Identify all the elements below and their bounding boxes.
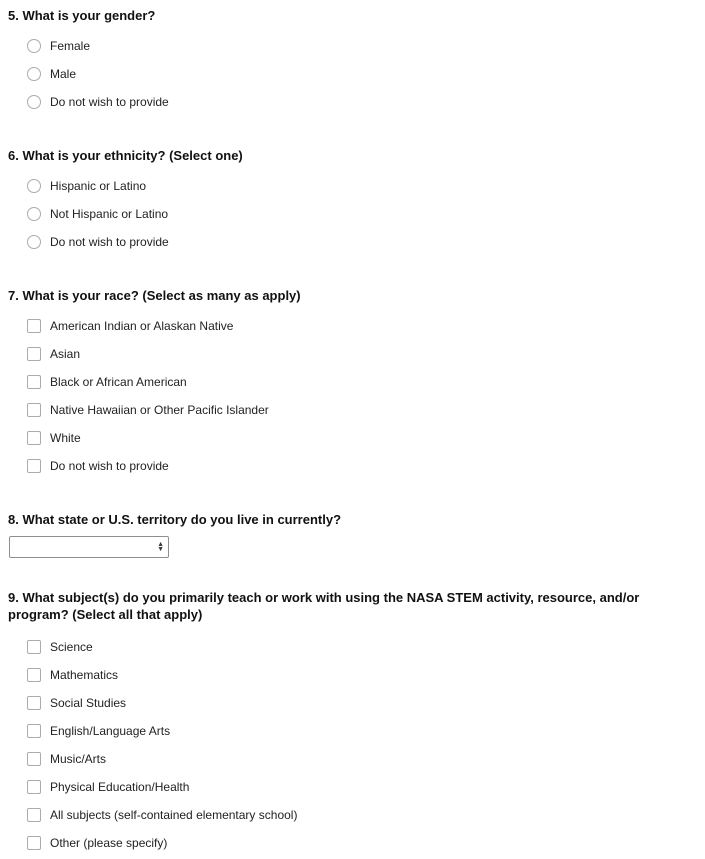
option-label: Physical Education/Health xyxy=(50,780,190,794)
radio-button-icon[interactable] xyxy=(27,39,41,53)
question-7-options xyxy=(8,312,697,480)
radio-button-icon[interactable] xyxy=(27,235,41,249)
question-8-title: 8. What state or U.S. territory do you live in currently? xyxy=(8,512,342,527)
option-subject-english[interactable] xyxy=(8,717,697,745)
checkbox-icon[interactable] xyxy=(27,347,41,361)
option-label: Do not wish to provide xyxy=(50,235,169,249)
option-gender-male[interactable] xyxy=(8,60,697,88)
option-ethnicity-hispanic[interactable] xyxy=(8,172,697,200)
option-race-american-indian[interactable] xyxy=(8,312,697,340)
checkbox-icon[interactable] xyxy=(27,808,41,822)
option-gender-no-answer[interactable] xyxy=(8,88,697,116)
option-gender-female[interactable] xyxy=(8,32,697,60)
option-race-no-answer[interactable] xyxy=(8,452,697,480)
checkbox-icon[interactable] xyxy=(27,403,41,417)
option-label: Mathematics xyxy=(50,668,119,682)
arrow-up-icon: ▲ xyxy=(157,541,164,548)
question-5-options xyxy=(8,32,697,116)
arrow-down-icon: ▼ xyxy=(157,546,164,553)
radio-button-icon[interactable] xyxy=(27,179,41,193)
option-label: Not Hispanic or Latino xyxy=(50,207,169,221)
option-label: Asian xyxy=(50,347,81,361)
option-subject-music-arts[interactable] xyxy=(8,745,697,773)
option-race-native-hawaiian[interactable] xyxy=(8,396,697,424)
question-6-ethnicity xyxy=(8,147,697,256)
radio-button-icon[interactable] xyxy=(27,67,41,81)
option-label: Male xyxy=(50,67,77,81)
question-5-gender xyxy=(8,7,697,116)
option-ethnicity-no-answer[interactable] xyxy=(8,228,697,256)
option-label: Hispanic or Latino xyxy=(50,179,147,193)
option-subject-mathematics[interactable] xyxy=(8,661,697,689)
option-label: Do not wish to provide xyxy=(50,95,169,109)
question-6-options xyxy=(8,172,697,256)
option-label: White xyxy=(50,431,81,445)
checkbox-icon[interactable] xyxy=(27,696,41,710)
checkbox-icon[interactable] xyxy=(27,431,41,445)
radio-button-icon[interactable] xyxy=(27,95,41,109)
option-subject-social-studies[interactable] xyxy=(8,689,697,717)
radio-button-icon[interactable] xyxy=(27,207,41,221)
option-label: Science xyxy=(50,640,93,654)
checkbox-icon[interactable] xyxy=(27,640,41,654)
option-ethnicity-not-hispanic[interactable] xyxy=(8,200,697,228)
question-7-race xyxy=(8,287,697,480)
option-label: Female xyxy=(50,39,91,53)
checkbox-icon[interactable] xyxy=(27,752,41,766)
option-subject-other[interactable] xyxy=(8,829,697,857)
option-label: All subjects (self-contained elementary school) xyxy=(50,808,298,822)
state-select[interactable] xyxy=(9,536,169,558)
question-9-subjects xyxy=(8,589,697,859)
checkbox-icon[interactable] xyxy=(27,780,41,794)
option-label: Native Hawaiian or Other Pacific Islander xyxy=(50,403,269,417)
checkbox-icon[interactable] xyxy=(27,668,41,682)
question-8-state xyxy=(8,511,697,558)
checkbox-icon[interactable] xyxy=(27,375,41,389)
question-5-title: 5. What is your gender? xyxy=(8,8,156,23)
dropdown-arrows-icon xyxy=(157,542,164,552)
checkbox-icon[interactable] xyxy=(27,319,41,333)
option-label: English/Language Arts xyxy=(50,724,171,738)
option-subject-science[interactable] xyxy=(8,633,697,661)
question-9-title: 9. What subject(s) do you primarily teach or work with using the NASA STEM activity, resource, and/or program? (Select all that apply) xyxy=(8,590,640,622)
option-race-black[interactable] xyxy=(8,368,697,396)
option-label: Do not wish to provide xyxy=(50,459,169,473)
checkbox-icon[interactable] xyxy=(27,836,41,850)
option-race-asian[interactable] xyxy=(8,340,697,368)
option-label: Black or African American xyxy=(50,375,187,389)
question-6-title: 6. What is your ethnicity? (Select one) xyxy=(8,148,243,163)
checkbox-icon[interactable] xyxy=(27,724,41,738)
option-race-white[interactable] xyxy=(8,424,697,452)
checkbox-icon[interactable] xyxy=(27,459,41,473)
option-label: Social Studies xyxy=(50,696,127,710)
option-subject-physical-education[interactable] xyxy=(8,773,697,801)
option-label: American Indian or Alaskan Native xyxy=(50,319,234,333)
option-subject-all-subjects[interactable] xyxy=(8,801,697,829)
option-label: Other (please specify) xyxy=(50,836,168,850)
question-7-title: 7. What is your race? (Select as many as apply) xyxy=(8,288,301,303)
question-9-options xyxy=(8,633,697,859)
option-label: Music/Arts xyxy=(50,752,107,766)
